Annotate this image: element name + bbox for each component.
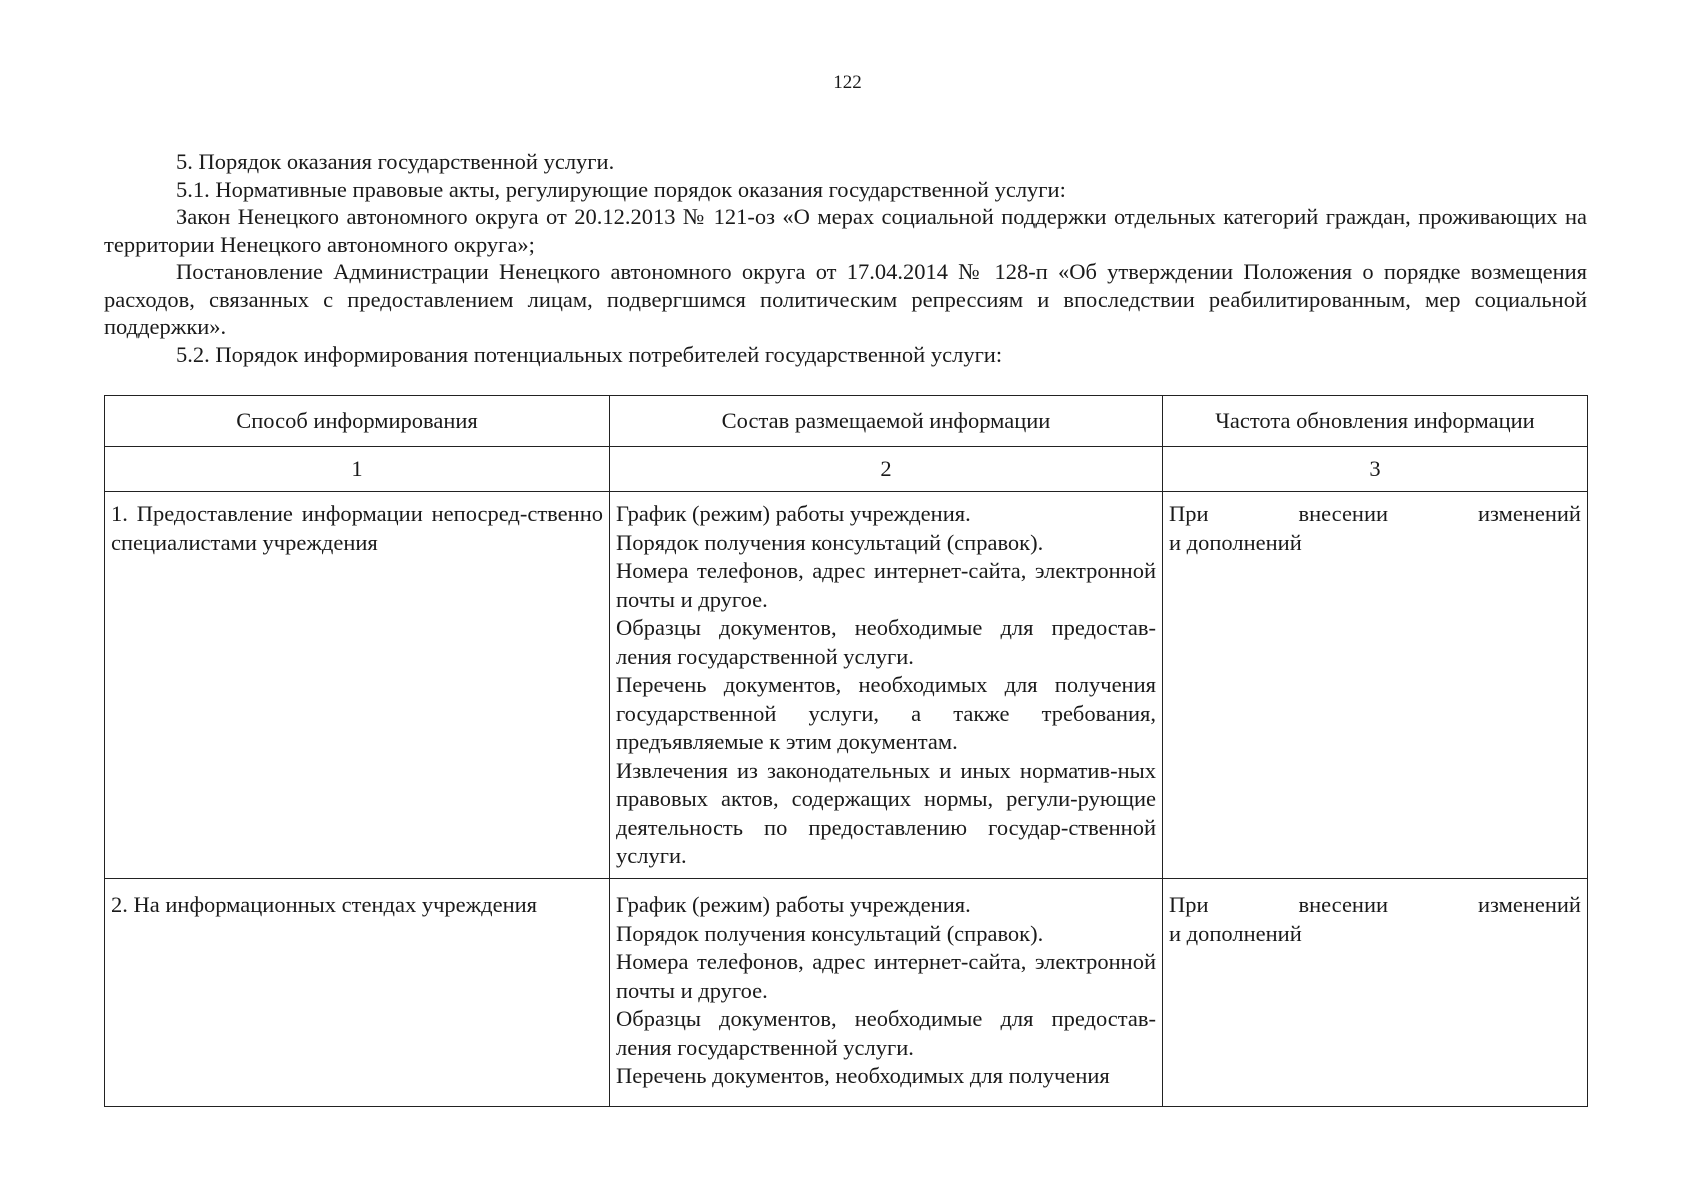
section-heading: 5. Порядок оказания государственной услуги. <box>176 149 615 174</box>
frequency-tail: и дополнений <box>1169 529 1302 555</box>
frequency-word: При <box>1169 892 1209 917</box>
information-table <box>104 395 1588 1107</box>
page-number: 122 <box>833 72 862 93</box>
column-number: 1 <box>105 447 610 492</box>
content-cell: График (режим) работы учреждения. Порядок получения консультаций (справок). Номера телефонов, адрес интернет-сайта, электронной почты и другое. Образцы документов, необходимые для предостав-ления государственной услуги. Перечень документов, необходимых для получения государственной услуги, а также требования, предъявляемые к этим документам. Извлечения из законодательных и иных норматив-ных правовых актов, содержащих нормы, регули-рующие деятельность по предоставлению государ-ственной услуги. <box>610 492 1163 879</box>
frequency-line <box>1169 500 1581 529</box>
table-header-row <box>105 396 1588 447</box>
method-cell: 2. На информационных стендах учреждения <box>105 879 610 1107</box>
frequency-word: внесении <box>1298 892 1389 917</box>
frequency-line <box>1169 891 1581 920</box>
resolution-reference: Постановление Администрации Ненецкого автономного округа от 17.04.2014 № 128-п «Об утверждении Положения о порядке возмещения расходов, связанных с предоставлением лицам, подвергшимся политическим репрессиям и впоследствии реабилитированным, мер социальной поддержки». <box>104 259 1587 339</box>
column-header: Состав размещаемой информации <box>610 396 1163 447</box>
frequency-word: внесении <box>1298 501 1389 526</box>
column-number-row <box>105 447 1588 492</box>
subsection-heading: 5.2. Порядок информирования потенциальных потребителей государственной услуги: <box>176 341 1003 367</box>
frequency-word: изменений <box>1477 892 1581 917</box>
column-number: 3 <box>1163 447 1588 492</box>
column-number: 2 <box>610 447 1163 492</box>
frequency-cell <box>1163 879 1588 1107</box>
column-header: Способ информирования <box>105 396 610 447</box>
frequency-word: При <box>1169 501 1209 526</box>
subsection-heading: 5.1. Нормативные правовые акты, регулирующие порядок оказания государственной услуги: <box>176 176 1066 202</box>
frequency-cell <box>1163 492 1588 879</box>
frequency-tail: и дополнений <box>1169 920 1302 946</box>
document-body <box>104 148 1587 368</box>
method-cell: 1. Предоставление информации непосред-ственно специалистами учреждения <box>105 492 610 879</box>
table-row <box>105 492 1588 879</box>
law-reference: Закон Ненецкого автономного округа от 20.12.2013 № 121-оз «О мерах социальной поддержки отдельных категорий граждан, проживающих на территории Ненецкого автономного округа»; <box>104 204 1587 257</box>
table-row <box>105 879 1588 1107</box>
column-header: Частота обновления информации <box>1163 396 1588 447</box>
content-cell: График (режим) работы учреждения. Порядок получения консультаций (справок). Номера телефонов, адрес интернет-сайта, электронной почты и другое. Образцы документов, необходимые для предостав-ления государственной услуги. Перечень документов, необходимых для получения <box>610 879 1163 1107</box>
frequency-word: изменений <box>1477 501 1581 526</box>
